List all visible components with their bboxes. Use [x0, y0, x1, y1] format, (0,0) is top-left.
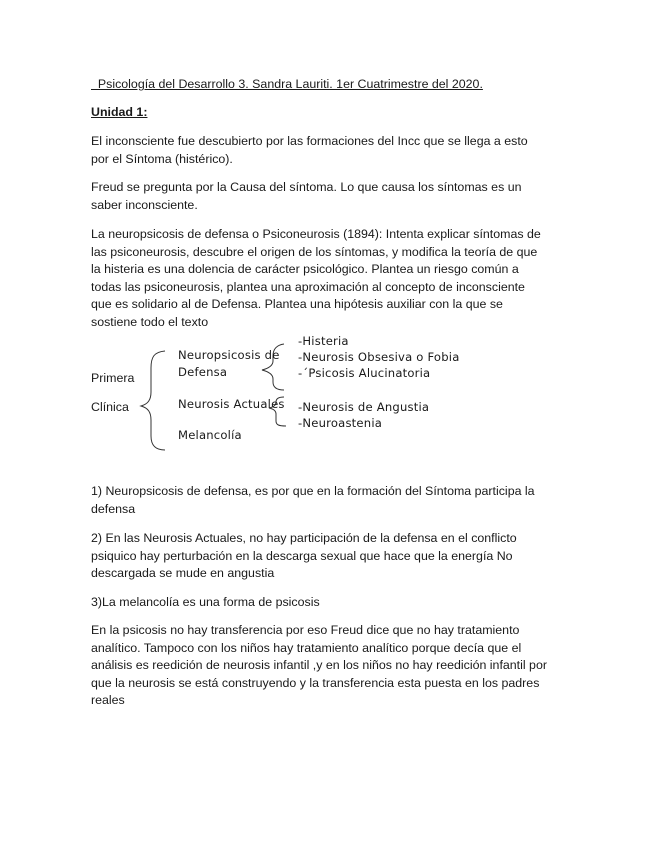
- text-line: La neuropsicosis de defensa o Psiconeurosis (1894): Intenta explicar síntomas de: [91, 227, 541, 241]
- root-label-primera: Primera: [91, 371, 135, 385]
- text-line: análisis es reedición de neurosis infantil ,y en los niños no hay reedición infantil por: [91, 658, 547, 673]
- text-line: defensa: [91, 501, 136, 516]
- paragraph-causa-sintoma: [91, 179, 576, 214]
- child-neurosis-angustia: -Neurosis de Angustia: [298, 400, 430, 414]
- unit-heading: Unidad 1:: [91, 105, 148, 119]
- note-2: [91, 530, 576, 583]
- branch-label-neuropsicosis: Neuropsicosis de: [178, 348, 280, 362]
- paragraph-inconsciente: [91, 133, 576, 168]
- text-line: reales: [91, 693, 125, 708]
- root-brace: [141, 351, 165, 450]
- text-line: la histeria es una dolencia de carácter psicológico. Plantea un riesgo común a: [91, 262, 519, 277]
- text-line: descargada se mude en angustia: [91, 566, 275, 581]
- note-1: [91, 483, 576, 518]
- paragraph-neuropsicosis: [91, 226, 576, 332]
- child-histeria: -Histeria: [298, 334, 349, 348]
- text-line: Freud se pregunta por la Causa del síntoma. Lo que causa los síntomas es un: [91, 180, 522, 194]
- text-line: 2) En las Neurosis Actuales, no hay participación de la defensa en el conflicto: [91, 531, 517, 545]
- text-line: saber inconsciente.: [91, 197, 198, 212]
- note-psicosis-transferencia: [91, 622, 576, 710]
- text-line: que la neurosis se está construyendo y la transferencia esta puesta en los padres: [91, 675, 540, 690]
- text-line: 3)La melancolía es una forma de psicosis: [91, 595, 320, 609]
- text-line: que es solidario al de Defensa. Plantea una hipótesis auxiliar con la que se: [91, 297, 503, 312]
- child-neuroastenia: -Neuroastenia: [298, 416, 383, 430]
- note-3: [91, 594, 576, 612]
- text-line: psiquico hay perturbación en la descarga sexual que hace que la energía No: [91, 548, 513, 563]
- branch-label-neurosis-actuales: Neurosis Actuales: [178, 397, 285, 411]
- branch-label-defensa: Defensa: [178, 365, 228, 379]
- text-line: analítico. Tampoco con los niños hay tratamiento analítico porque decía que el: [91, 640, 522, 655]
- child-psicosis-alucinatoria: -´Psicosis Alucinatoria: [298, 366, 431, 380]
- document-title: Psicología del Desarrollo 3. Sandra Lauriti. 1er Cuatrimestre del 2020.: [91, 77, 483, 91]
- child-neurosis-obsesiva: -Neurosis Obsesiva o Fobia: [298, 350, 460, 364]
- root-label-clinica: Clínica: [91, 400, 129, 414]
- text-line: sostiene todo el texto: [91, 314, 209, 329]
- text-line: todas las psiconeurosis, plantea una aproximación al concepto de inconsciente: [91, 279, 525, 294]
- text-line: El inconsciente fue descubierto por las formaciones del Incc que se llega a esto: [91, 134, 528, 148]
- text-line: las psiconeurosis, descubre el origen de los síntomas, y modifica la teoría de que: [91, 244, 538, 259]
- text-line: por el Síntoma (histérico).: [91, 151, 233, 166]
- branch-label-melancolia: Melancolía: [178, 428, 242, 442]
- text-line: 1) Neuropsicosis de defensa, es por que en la formación del Síntoma participa la: [91, 484, 535, 498]
- text-line: En la psicosis no hay transferencia por eso Freud dice que no hay tratamiento: [91, 623, 520, 637]
